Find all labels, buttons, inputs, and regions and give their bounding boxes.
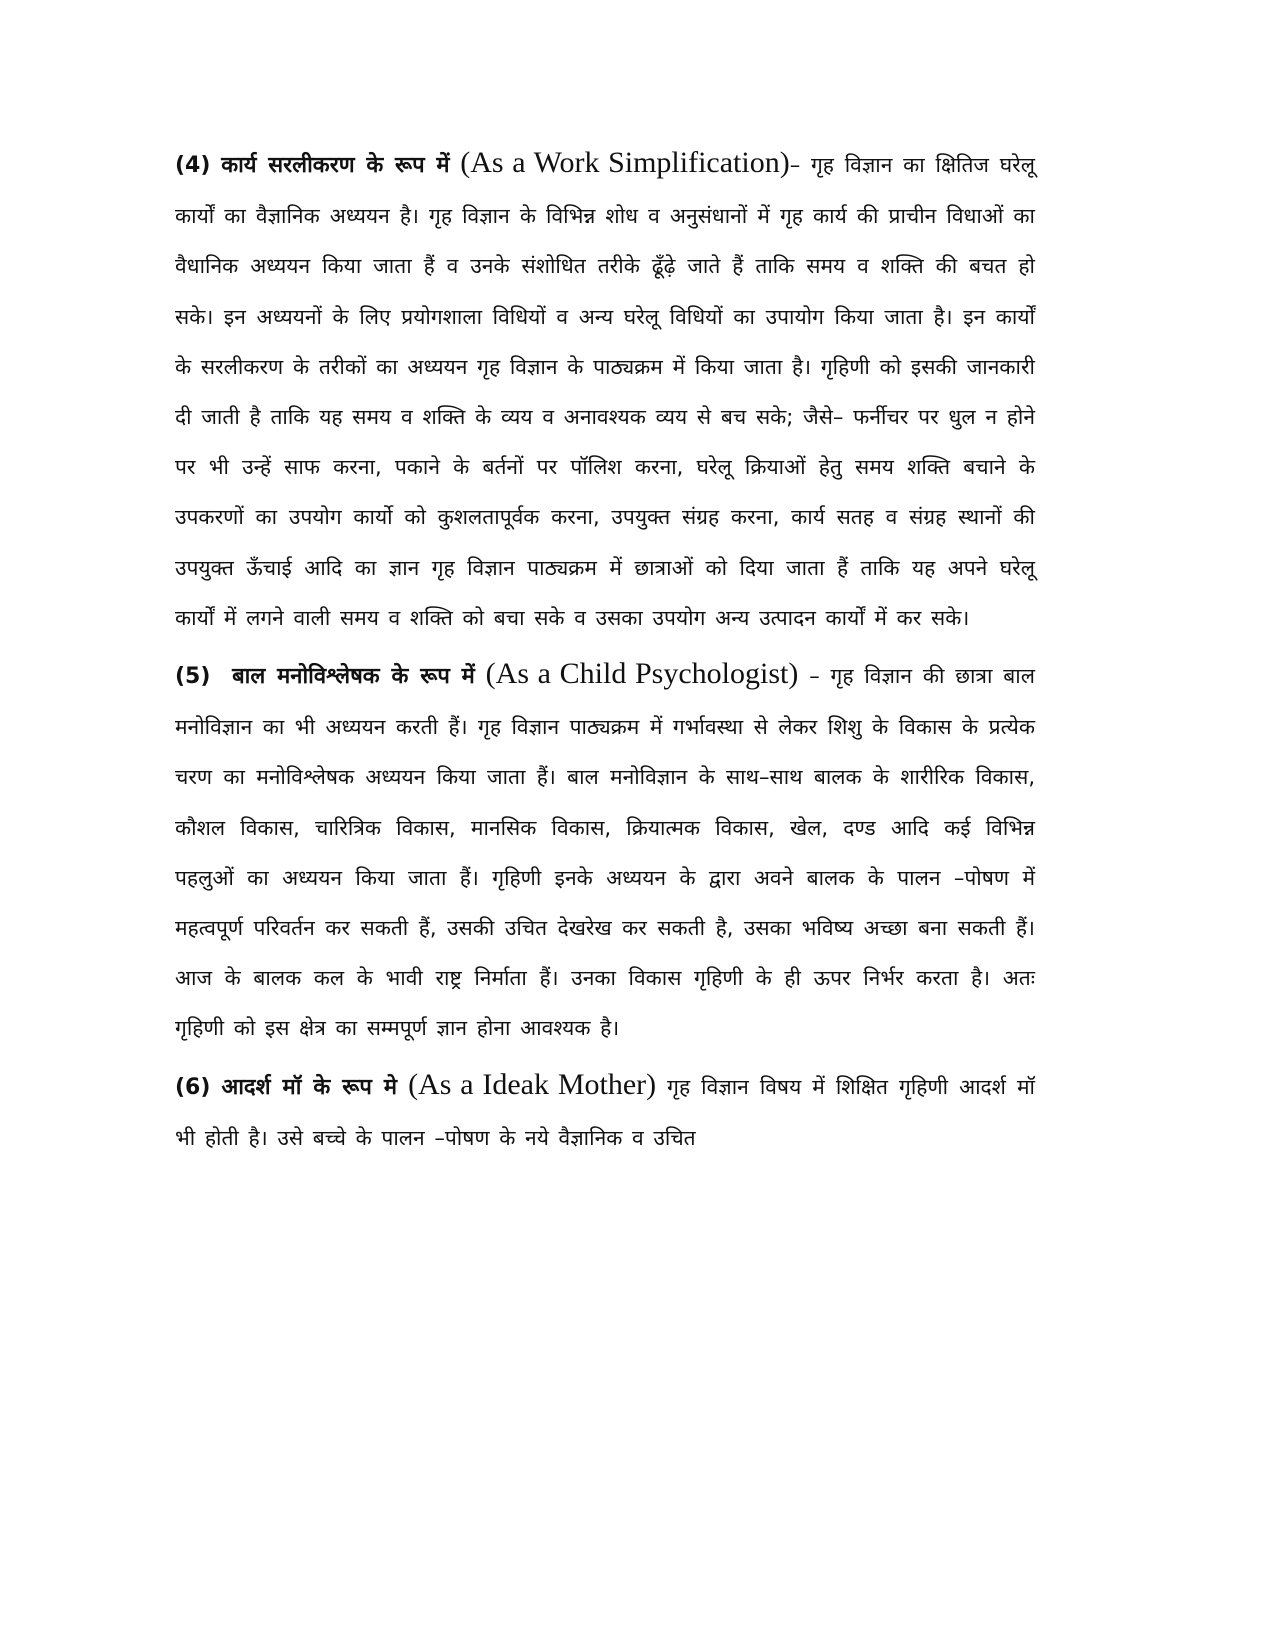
section-english-title: (As a Ideak Mother) [408, 1067, 657, 1101]
document-page [175, 138, 1035, 1169]
section-body: – गृह विज्ञान की छात्रा बाल मनोविज्ञान का भी अध्ययन करती हैं। गृह विज्ञान पाठ्यक्रम में गर्भावस्था से लेकर शिशु के विकास के प्रत्येक चरण का मनोविश्लेषक अध्ययन किया जाता हैं। बाल मनोविज्ञान के साथ–साथ बालक के शारीरिक विकास, कौशल विकास, चारित्रिक विकास, मानसिक विकास, क्रियात्मक विकास, खेल, दण्ड आदि कई विभिन्न पहलुओं का अध्ययन किया जाता हैं। गृहिणी इनके अध्ययन के द्वारा अवने बालक के पालन –पोषण में महत्वपूर्ण परिवर्तन कर सकती हैं, उसकी उचित देखरेख कर सकती है, उसका भविष्य अच्छा बना सकती हैं। आज के बालक कल के भावी राष्ट्र निर्माता हैं। उनका विकास गृहिणी के ही ऊपर निर्भर करता है। अतः गृहिणी को इस क्षेत्र का सम्मपूर्ण ज्ञान होना आवश्यक है। [175, 664, 1035, 1041]
section-body: गृह विज्ञान विषय में शिक्षित गृहिणी आदर्श मॉ भी होती है। उसे बच्चे के पालन –पोषण के नये वैज्ञानिक व उचित [175, 1074, 1035, 1150]
section-child-psychologist [175, 649, 1035, 1054]
section-english-title: (As a Child Psychologist) [485, 657, 799, 691]
section-english-title: (As a Work Simplification) [460, 146, 790, 179]
section-heading: कार्य सरलीकरण के रूप में [221, 153, 450, 178]
section-number: (6) [175, 1074, 211, 1100]
section-body: – गृह विज्ञान का क्षितिज घरेलू कार्यों का वैज्ञानिक अध्ययन है। गृह विज्ञान के विभिन्न शोध व अनुसंधानों में गृह कार्य की प्राचीन विधाओं का वैधानिक अध्ययन किया जाता हैं व उनके संशोधित तरीके ढूँढ़े जाते हैं ताकि समय व शक्ति की बचत हो सके। इन अध्ययनों के लिए प्रयोगशाला विधियों व अन्य घरेलू विधियों का उपायोग किया जाता है। इन कार्यों के सरलीकरण के तरीकों का अध्ययन गृह विज्ञान के पाठ्यक्रम में किया जाता है। गृहिणी को इसकी जानकारी दी जाती है ताकि यह समय व शक्ति के व्यय व अनावश्यक व्यय से बच सके; जैसे– फर्नीचर पर धुल न होने पर भी उन्हें साफ करना, पकाने के बर्तनों पर पॉलिश करना, घरेलू क्रियाओं हेतु समय शक्ति बचाने के उपकरणों का उपयोग कार्यो को कुशलतापूर्वक करना, उपयुक्त संग्रह करना, कार्य सतह व संग्रह स्थानों की उपयुक्त ऊँचाई आदि का ज्ञान गृह विज्ञान पाठ्यक्रम में छात्राओं को दिया जाता हैं ताकि यह अपने घरेलू कार्यों में लगने वाली समय व शक्ति को बचा सके व उसका उपयोग अन्य उत्पादन कार्यों में कर सके। [175, 153, 1035, 630]
section-ideal-mother [175, 1060, 1035, 1163]
section-work-simplification [175, 138, 1035, 643]
section-heading: बाल मनोविश्लेषक के रूप में [232, 664, 475, 690]
section-heading: आदर्श मॉ के रूप मे [221, 1074, 398, 1100]
section-number: (4) [175, 153, 211, 178]
section-number: (5) [175, 664, 211, 690]
